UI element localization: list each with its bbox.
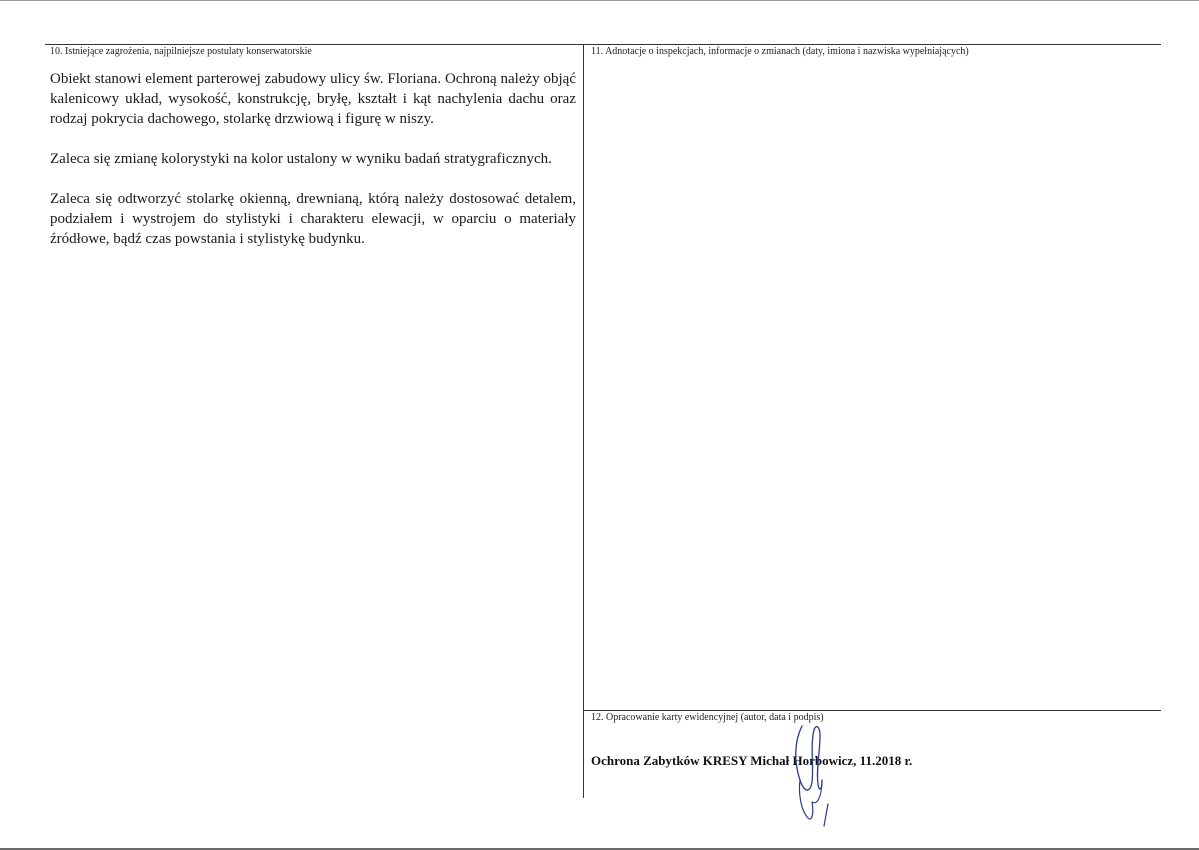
section-10-paragraph-1: Obiekt stanowi element parterowej zabudowy ulicy św. Floriana. Ochroną należy objąć kalenicowy układ, wysokość, konstrukcję, bryłę, kształt i kąt nachylenia dachu oraz rodzaj pokrycia dachowego, stolarkę drzwiową i figurę w niszy.	[50, 71, 576, 127]
section-11-top-rule	[583, 44, 1161, 45]
section-10-paragraph-3: Zaleca się odtworzyć stolarkę okienną, drewnianą, którą należy dostosować detalem, podziałem i wystrojem do stylistyki i charakteru elewacji, w oparciu o materiały źródłowe, bądź czas powstania i stylistykę budynku.	[50, 191, 576, 247]
handwritten-signature-icon	[788, 722, 838, 832]
page-top-border	[0, 0, 1199, 1]
section-12-top-rule	[583, 710, 1161, 711]
section-12-label: 12. Opracowanie karty ewidencyjnej (autor, data i podpis)	[591, 712, 824, 723]
column-divider	[583, 44, 584, 798]
author-line: Ochrona Zabytków KRESY Michał Horbowicz, 11.2018 r.	[591, 753, 913, 768]
section-11-label: 11. Adnotacje o inspekcjach, informacje o zmianach (daty, imiona i nazwiska wypełniających)	[591, 46, 969, 57]
section-10-label: 10. Istniejące zagrożenia, najpilniejsze postulaty konserwatorskie	[50, 46, 312, 57]
section-10-top-rule	[45, 44, 583, 45]
section-10-body	[50, 69, 576, 269]
section-10-paragraph-2: Zaleca się zmianę kolorystyki na kolor ustalony w wyniku badań stratygraficznych.	[50, 151, 552, 167]
